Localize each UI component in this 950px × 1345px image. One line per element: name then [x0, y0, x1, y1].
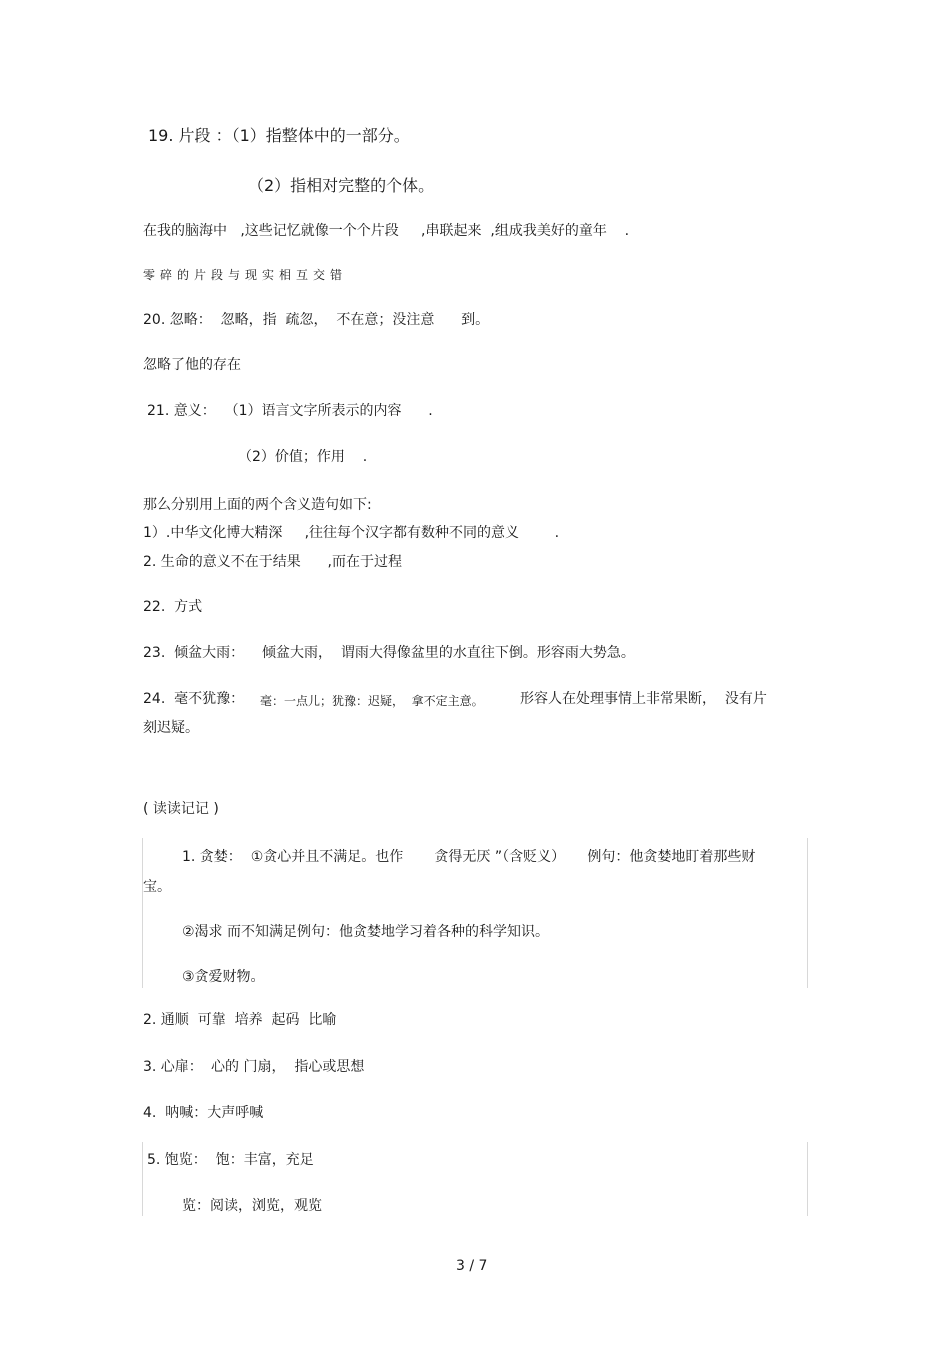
entry-22: 22. 方式	[143, 599, 203, 615]
reading-1-sense-3: ③贪爱财物。	[182, 969, 265, 985]
entry-24-note: 毫：一点儿；犹豫：迟疑， 拿不定主意。	[260, 694, 484, 708]
entry-20-heading: 20. 忽略： 忽略，指 疏忽， 不在意；没注意 到。	[143, 312, 490, 328]
entry-21-intro: 那么分别用上面的两个含义造句如下:	[143, 497, 372, 513]
box2-left-border	[142, 1142, 143, 1216]
reading-3-text: 心的 门扇， 指心或思想	[211, 1059, 365, 1075]
entry-23: 23. 倾盆大雨： 倾盆大雨， 谓雨大得像盆里的水直往下倒。形容雨大势急。	[143, 645, 635, 661]
reading-section-header: ( 读读记记 )	[143, 801, 219, 817]
entry-24-label: 24. 毫不犹豫：	[143, 691, 245, 707]
reading-4: 4. 呐喊：大声呼喊	[143, 1105, 264, 1121]
box-left-border	[142, 838, 143, 988]
reading-1-continuation: 宝。	[143, 879, 171, 895]
reading-2: 2. 通顺 可靠 培养 起码 比喻	[143, 1012, 337, 1028]
entry-20-example: 忽略了他的存在	[143, 357, 241, 373]
reading-1-heading: 1. 贪婪： ①贪心并且不满足。也作 贪得无厌 ”（含贬义） 例句：他贪婪地盯着那些财	[182, 849, 756, 865]
reading-5-heading: 5. 饱览： 饱：丰富，充足	[147, 1152, 314, 1168]
entry-19-example-1: 在我的脑海中 ,这些记忆就像一个个片段 ,串联起来 ,组成我美好的童年 .	[143, 223, 630, 239]
entry-21-sense-2: （2）价值；作用 .	[238, 449, 368, 465]
entry-21-example-1: 1）.中华文化博大精深 ,往往每个汉字都有数种不同的意义 .	[143, 525, 560, 541]
reading-3-label: 3. 心扉：	[143, 1059, 203, 1075]
entry-19-sense-2: （2）指相对完整的个体。	[248, 176, 435, 195]
page-number: 3 / 7	[456, 1258, 488, 1274]
entry-19-heading: 19. 片段 ：（1）指整体中的一部分。	[148, 126, 410, 145]
entry-19-example-2: 零碎的片段与现实相互交错	[143, 268, 348, 282]
reading-5-sense-2: 览：阅读，浏览，观览	[182, 1198, 322, 1214]
entry-24-description: 形容人在处理事情上非常果断， 没有片	[520, 691, 767, 707]
entry-21-example-2: 2. 生命的意义不在于结果 ,而在于过程	[143, 554, 402, 570]
box-right-border	[807, 838, 808, 988]
entry-21-heading: 21. 意义： （1）语言文字所表示的内容 .	[147, 403, 433, 419]
reading-1-sense-2: ②渴求 而不知满足例句：他贪婪地学习着各种的科学知识。	[182, 924, 549, 940]
entry-24-continuation: 刻迟疑。	[143, 720, 199, 736]
box2-right-border	[807, 1142, 808, 1216]
